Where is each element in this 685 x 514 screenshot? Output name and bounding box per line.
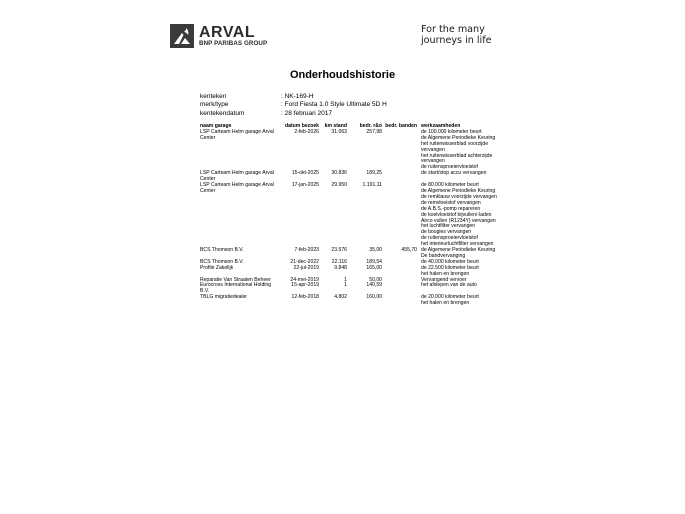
- work-item: de start/stop accu vervangen: [421, 170, 487, 177]
- cell-date: 21-dec-2022: [290, 258, 319, 265]
- logo-name: ARVAL: [199, 23, 256, 41]
- table-row: [200, 266, 507, 278]
- work-item: het halen en brengen: [421, 270, 470, 277]
- cell-garage: BCS Thomson B.V.: [200, 247, 244, 254]
- work-item: het afslepen van de auto: [421, 282, 477, 289]
- cell-garage: LSP Carteam Helm garage Arval Center: [200, 170, 274, 183]
- work-item: de Algemene Periodieke Keuring: [421, 187, 496, 194]
- column-header-date: datum bezoek: [285, 123, 319, 129]
- tagline-line-2: journeys in life: [421, 35, 492, 46]
- cell-tires: [382, 171, 417, 183]
- cell-tires: 455,70: [401, 247, 417, 254]
- arval-logo: [170, 24, 267, 48]
- column-header-cost: bedr. r&o: [359, 123, 382, 129]
- cell-garage: TBLG migratiedealer: [200, 294, 247, 301]
- info-label: kenteken: [200, 93, 227, 100]
- cell-km: 1: [344, 276, 347, 283]
- column-header-tires: bedr. banden: [385, 123, 417, 129]
- cell-date: 15-okt-2025: [291, 170, 319, 177]
- cell-cost: 1.191,11: [362, 182, 382, 189]
- vehicle-info-row: [200, 93, 387, 101]
- work-item: Airco vullen (R1234Y) vervangen: [421, 217, 496, 224]
- work-item: de 20.000 kilometer beurt: [421, 294, 479, 301]
- info-value: : NK-169-H: [281, 93, 314, 100]
- cell-garage: Eurocross International Holding B.V.: [200, 282, 272, 295]
- cell-cost: 140,59: [366, 282, 382, 289]
- cell-date: 7-feb-2023: [294, 247, 319, 254]
- cell-date: 22-jul-2019: [293, 264, 319, 271]
- work-item: de ruitensproeiervloeistof: [421, 164, 478, 171]
- cell-work: [417, 295, 507, 307]
- column-header-work: werkzaamheden: [421, 123, 461, 129]
- work-item: de A.B.S.-pomp repareren: [421, 205, 481, 212]
- work-item: de koelvloeistof bijvullen/-laden: [421, 211, 492, 218]
- info-value: : Ford Fiesta 1.0 Style Ultimate 5D H: [281, 101, 387, 109]
- work-item: De bandvervanging: [421, 252, 466, 259]
- cell-work: [417, 266, 507, 278]
- cell-date: 12-feb-2018: [291, 294, 319, 301]
- cell-km: 22.116: [331, 258, 347, 265]
- cell-garage: LSP Carteam Helm garage Arval Center: [200, 182, 274, 194]
- cell-km: 29.950: [331, 182, 347, 189]
- work-item: het interieurluchtfilter vervangen: [421, 241, 494, 248]
- cell-garage: BCS Thomson B.V.: [200, 258, 244, 265]
- cell-garage: Profile Zakelijk: [200, 264, 234, 271]
- table-row: [200, 183, 507, 248]
- work-item: de ruitensproeiervloeistof: [421, 235, 478, 242]
- page-title: Onderhoudshistorie: [289, 69, 396, 81]
- cell-km: 31.063: [331, 128, 347, 135]
- cell-cost: 160,00: [366, 294, 382, 301]
- cell-work: [417, 183, 507, 248]
- work-item: het halen en brengen: [421, 300, 470, 307]
- cell-tires: [382, 266, 417, 278]
- cell-tires: [382, 283, 417, 295]
- vehicle-info: [200, 93, 387, 118]
- work-item: de remklauw voorzijde vervangen: [421, 193, 497, 200]
- cell-garage: LSP Carteam Helm garage Arval Center: [200, 128, 274, 141]
- cell-km: 4.802: [334, 294, 347, 301]
- cell-date: 17-jan-2025: [291, 182, 319, 189]
- table-body: [200, 130, 507, 307]
- cell-date: 24-mei-2019: [290, 276, 319, 283]
- cell-cost: 35,00: [369, 247, 382, 254]
- work-item: Vervangend vervoer: [421, 276, 467, 283]
- tagline-line-1: For the many: [421, 24, 485, 35]
- maintenance-history-table: [200, 124, 507, 307]
- cell-cost: 257,98: [366, 128, 382, 135]
- vehicle-info-row: [200, 101, 387, 109]
- cell-work: [417, 130, 507, 171]
- column-header-garage: naam garage: [200, 123, 232, 129]
- work-item: de 22.500 kilometer beurt: [421, 264, 479, 271]
- cell-garage: Reparatie Van Straaten Beheer: [200, 276, 271, 283]
- column-header-km: km stand: [324, 123, 347, 129]
- cell-cost: 189,25: [366, 170, 382, 177]
- table-row: [200, 295, 507, 307]
- vehicle-info-row: [200, 110, 387, 118]
- work-item: de 80.000 kilometer beurt: [421, 182, 479, 189]
- work-item: de 100.000 kilometer beurt: [421, 128, 482, 135]
- cell-km: 1: [344, 282, 347, 289]
- cell-km: 23.576: [331, 247, 347, 254]
- work-item: het luchtfilter vervangen: [421, 223, 476, 230]
- work-item: de 40.000 kilometer beurt: [421, 258, 479, 265]
- info-value: : 28 februari 2017: [281, 109, 332, 117]
- cell-cost: 165,00: [366, 264, 382, 271]
- info-label: kentekendatum: [200, 109, 245, 117]
- table-row: [200, 130, 507, 171]
- info-label: merk/type: [200, 101, 229, 109]
- cell-tires: [382, 295, 417, 307]
- cell-km: 30.836: [331, 170, 347, 177]
- work-item: de Algemene Periodieke Keuring: [421, 134, 496, 141]
- cell-tires: [382, 130, 417, 171]
- cell-date: 2-feb-2026: [294, 128, 319, 135]
- cell-tires: [382, 183, 417, 248]
- cell-date: 15-apr-2019: [291, 282, 319, 289]
- arval-logo-icon: [170, 24, 194, 48]
- work-item: de remvloeistof vervangen: [421, 199, 481, 206]
- work-item: de Algemene Periodieke Keuring: [421, 247, 496, 254]
- work-item: de bougies vervangen: [421, 229, 472, 236]
- work-item: het ruitenwisserblad achterzijde vervangen: [421, 152, 493, 165]
- tagline: [421, 24, 541, 46]
- cell-cost: 189,54: [366, 258, 382, 265]
- work-item: het ruitenwisserblad voorzijde vervangen: [421, 140, 489, 153]
- cell-cost: 50,00: [369, 276, 382, 283]
- logo-subtitle: BNP PARIBAS GROUP: [199, 39, 268, 47]
- cell-km: 9.848: [334, 264, 347, 271]
